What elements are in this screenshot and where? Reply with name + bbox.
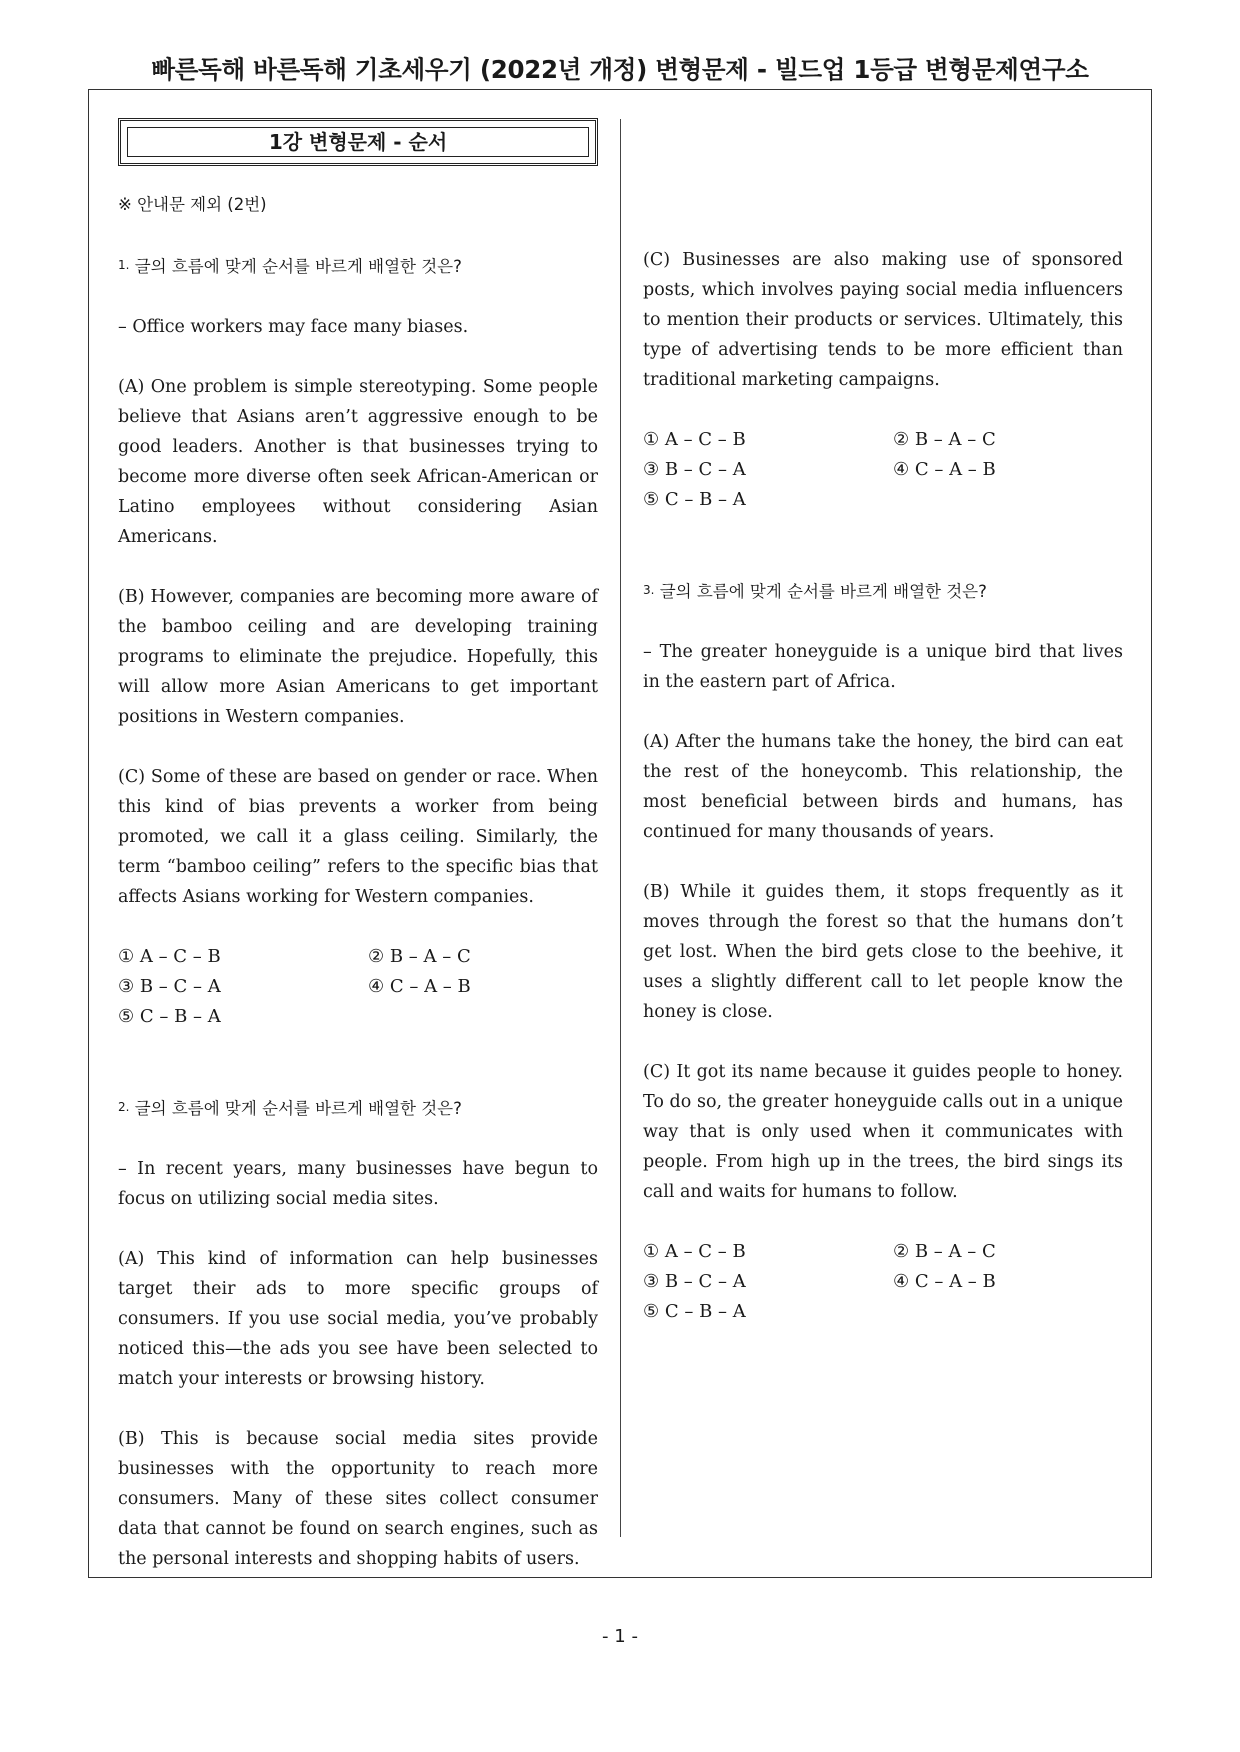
question-number: 1. [118,258,130,272]
option-1[interactable]: ① A – C – B [118,946,221,967]
question-intro: – In recent years, many businesses have begun to focus on utilizing social media sites. [118,1159,598,1209]
answer-options [643,1237,1123,1327]
question-1 [118,250,598,1032]
section-note: ※ 안내문 제외 (2번) [118,195,267,214]
section-title-box [118,118,598,166]
question-stem: 글의 흐름에 맞게 순서를 바르게 배열한 것은? [134,257,462,276]
passage-a: (A) This kind of information can help businesses target their ads to more specific groups of consumers. If you use social media, you’ve probably noticed this—the ads you see have been selected to match your interests or browsing history. [118,1249,598,1389]
column-divider [620,119,621,1537]
question-2 [118,1092,598,1574]
option-3[interactable]: ③ B – C – A [643,459,746,480]
option-2[interactable]: ② B – A – C [368,946,471,967]
passage-c: (C) Some of these are based on gender or race. When this kind of bias prevents a worker from being promoted, we call it a glass ceiling. Similarly, the term “bamboo ceiling” refers to the specific bias that affects Asians working for Western companies. [118,767,598,907]
left-column [118,118,598,1574]
answer-options [118,942,598,1032]
option-4[interactable]: ④ C – A – B [893,1271,996,1292]
right-column [643,245,1123,1327]
question-3 [643,575,1123,1327]
option-5[interactable]: ⑤ C – B – A [118,1006,221,1027]
option-4[interactable]: ④ C – A – B [893,459,996,480]
question-number: 3. [643,583,655,597]
passage-c: (C) Businesses are also making use of sponsored posts, which involves paying social media influencers to mention their products or services. Ultimately, this type of advertising tends to be more efficient than traditional marketing campaigns. [643,250,1123,390]
passage-a: (A) After the humans take the honey, the bird can eat the rest of the honeycomb. This relationship, the most beneficial between birds and humans, has continued for many thousands of years. [643,732,1123,842]
option-3[interactable]: ③ B – C – A [643,1271,746,1292]
option-4[interactable]: ④ C – A – B [368,976,471,997]
question-stem: 글의 흐름에 맞게 순서를 바르게 배열한 것은? [134,1099,462,1118]
option-1[interactable]: ① A – C – B [643,1241,746,1262]
option-5[interactable]: ⑤ C – B – A [643,489,746,510]
question-number: 2. [118,1100,130,1114]
section-title: 1강 변형문제 - 순서 [268,130,448,154]
passage-b: (B) However, companies are becoming more aware of the bamboo ceiling and are developing training programs to eliminate the prejudice. Hopefully, this will allow more Asian Americans to get important positions in Western companies. [118,587,598,727]
passage-c: (C) It got its name because it guides people to honey. To do so, the greater honeyguide calls out in a unique way that is only used when it communicates with people. From high up in the trees, the bird sings its call and waits for humans to follow. [643,1062,1123,1202]
answer-options [643,425,1123,515]
passage-b: (B) This is because social media sites provide businesses with the opportunity to reach more consumers. Many of these sites collect consumer data that cannot be found on search engines, such as the personal interests and shopping habits of users. [118,1429,598,1569]
passage-b: (B) While it guides them, it stops frequently as it moves through the forest so that the humans don’t get lost. When the bird gets close to the beehive, it uses a slightly different call to let people know the honey is close. [643,882,1123,1022]
page-number: - 1 - [602,1626,638,1647]
option-5[interactable]: ⑤ C – B – A [643,1301,746,1322]
question-intro: – The greater honeyguide is a unique bird that lives in the eastern part of Africa. [643,642,1123,692]
question-stem: 글의 흐름에 맞게 순서를 바르게 배열한 것은? [659,582,987,601]
question-intro: – Office workers may face many biases. [118,317,469,337]
passage-a: (A) One problem is simple stereotyping. Some people believe that Asians aren’t aggressive enough to be good leaders. Another is that businesses trying to become more diverse often seek African-American or Latino employees without considering Asian Americans. [118,377,598,547]
option-2[interactable]: ② B – A – C [893,429,996,450]
option-1[interactable]: ① A – C – B [643,429,746,450]
page-header: 빠른독해 바른독해 기초세우기 (2022년 개정) 변형문제 - 빌드업 1등급 변형문제연구소 [151,55,1089,84]
option-3[interactable]: ③ B – C – A [118,976,221,997]
option-2[interactable]: ② B – A – C [893,1241,996,1262]
